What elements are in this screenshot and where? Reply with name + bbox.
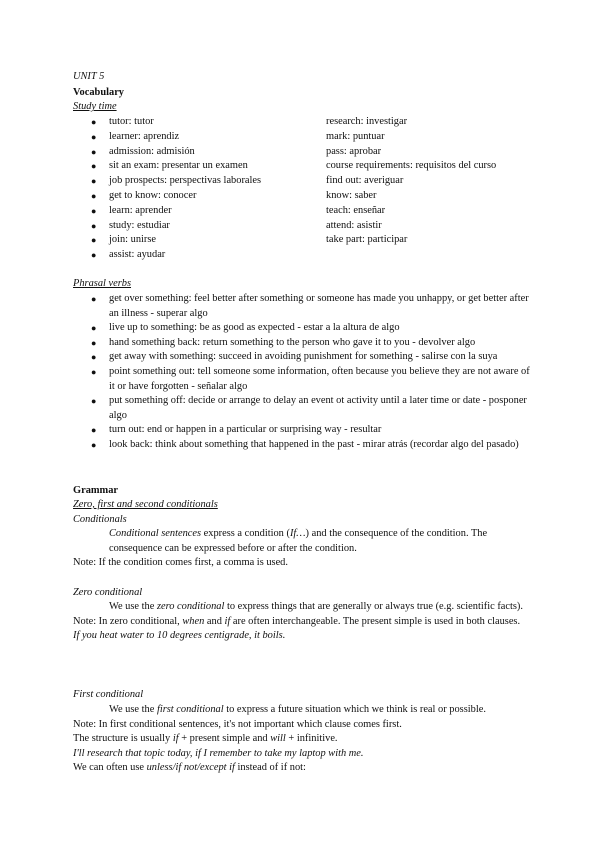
list-item: ● put something off: decide or arrange to delay an event ot activity until a later time or date - posponer algo (91, 395, 527, 421)
list-item: ● get away with something: succeed in avoiding punishment for something - salirse con la suya (91, 350, 531, 365)
list-item: ● get over something: feel better after something or someone has made you unhappy, or get better after an illness - superar algo (91, 293, 529, 319)
grammar-subheading: Zero, first and second conditionals (73, 499, 218, 510)
list-item: ● job prospects: perspectivas laborales (91, 174, 261, 189)
conditionals-paragraph (73, 527, 529, 571)
bullet-icon: ● (91, 425, 97, 436)
zero-conditional-paragraph (73, 600, 529, 644)
list-item: ● live up to something: be as good as expected - estar a la altura de algo (91, 321, 531, 336)
list-item: mark: puntuar (326, 130, 385, 142)
list-item: take part: participar (326, 234, 408, 246)
list-item: pass: aprobar (326, 145, 382, 157)
bullet-icon: ● (91, 176, 97, 187)
first-conditional-paragraph (73, 703, 529, 776)
list-item: ● learn: aprender (91, 204, 261, 219)
list-item: ● assist: ayudar (91, 248, 261, 263)
list-item: ● get to know: conocer (91, 189, 261, 204)
bullet-icon: ● (91, 352, 97, 363)
study-time-heading: Study time (73, 101, 117, 112)
vocabulary-heading: Vocabulary (73, 87, 124, 98)
bullet-icon: ● (91, 205, 97, 216)
first-conditional-example: I'll research that topic today, if I remember to take my laptop with me. (73, 747, 364, 759)
list-item: ● look back: think about something that happened in the past - mirar atrás (recordar algo del pasado) (91, 438, 531, 453)
list-item: course requirements: requisitos del curso (326, 160, 497, 172)
zero-conditional-text: We use the zero conditional to express things that are generally or always true (e.g. scientific facts). (109, 601, 523, 612)
list-item: ● turn out: end or happen in a particular or surprising way - resultar (91, 423, 531, 438)
first-conditional-unless: We can often use unless/if not/except if instead of if not: (73, 762, 306, 774)
first-conditional-note: Note: In first conditional sentences, it's not important which clause comes first. (73, 718, 402, 730)
list-item: ● learner: aprendiz (91, 130, 261, 145)
grammar-heading: Grammar (73, 485, 119, 496)
bullet-icon: ● (91, 161, 97, 172)
list-item: find out: averiguar (326, 175, 404, 187)
list-item: teach: enseñar (326, 204, 386, 216)
list-item: research: investigar (326, 116, 408, 127)
bullet-icon: ● (91, 220, 97, 231)
bullet-icon: ● (91, 323, 97, 334)
zero-conditional-title: Zero conditional (73, 587, 143, 598)
list-item: ● study: estudiar (91, 219, 261, 234)
bullet-icon: ● (91, 439, 97, 450)
phrasal-verbs-heading: Phrasal verbs (73, 278, 132, 289)
bullet-icon: ● (91, 294, 97, 304)
bullet-icon: ● (91, 337, 97, 348)
list-item: ● join: unirse (91, 233, 261, 248)
bullet-icon: ● (91, 190, 97, 201)
study-time-list-left (91, 115, 261, 263)
conditionals-title: Conditionals (73, 514, 127, 525)
first-conditional-title: First conditional (73, 689, 144, 700)
bullet-icon: ● (91, 235, 97, 246)
conditionals-text: Conditional sentences express a condition (If…) and the consequence of the condition. The consequence can be expressed before or after the condition. (109, 528, 488, 554)
first-conditional-text: We use the first conditional to express a future situation which we think is real or possible. (109, 704, 486, 715)
bullet-icon: ● (91, 117, 97, 127)
bullet-icon: ● (91, 131, 97, 142)
list-item: ● hand something back: return something to the person who gave it to you - devolver algo (91, 336, 531, 351)
list-item: attend: asistir (326, 219, 382, 231)
study-time-list-right (326, 115, 496, 248)
list-item: ● tutor: tutor (91, 115, 261, 130)
bullet-icon: ● (91, 250, 97, 261)
conditionals-note: Note: If the condition comes first, a comma is used. (73, 557, 288, 569)
bullet-icon: ● (91, 146, 97, 157)
list-item: ● admission: admisión (91, 145, 261, 160)
list-item: ● point something out: tell someone some information, often because you believe they are not aware of it or have forgotten - señalar algo (91, 365, 530, 392)
list-item: ● sit an exam: presentar un examen (91, 159, 261, 174)
list-item: know: saber (326, 189, 377, 201)
zero-conditional-note: Note: In zero conditional, when and if are often interchangeable. The present simple is used in both clauses. (73, 615, 521, 627)
bullet-icon: ● (91, 396, 97, 407)
bullet-icon: ● (91, 366, 97, 377)
first-conditional-structure: The structure is usually if + present simple and will + infinitive. (73, 733, 338, 745)
unit-title: UNIT 5 (73, 71, 105, 82)
phrasal-verbs-list (91, 292, 531, 453)
zero-conditional-example: If you heat water to 10 degrees centigrade, it boils. (73, 630, 286, 642)
